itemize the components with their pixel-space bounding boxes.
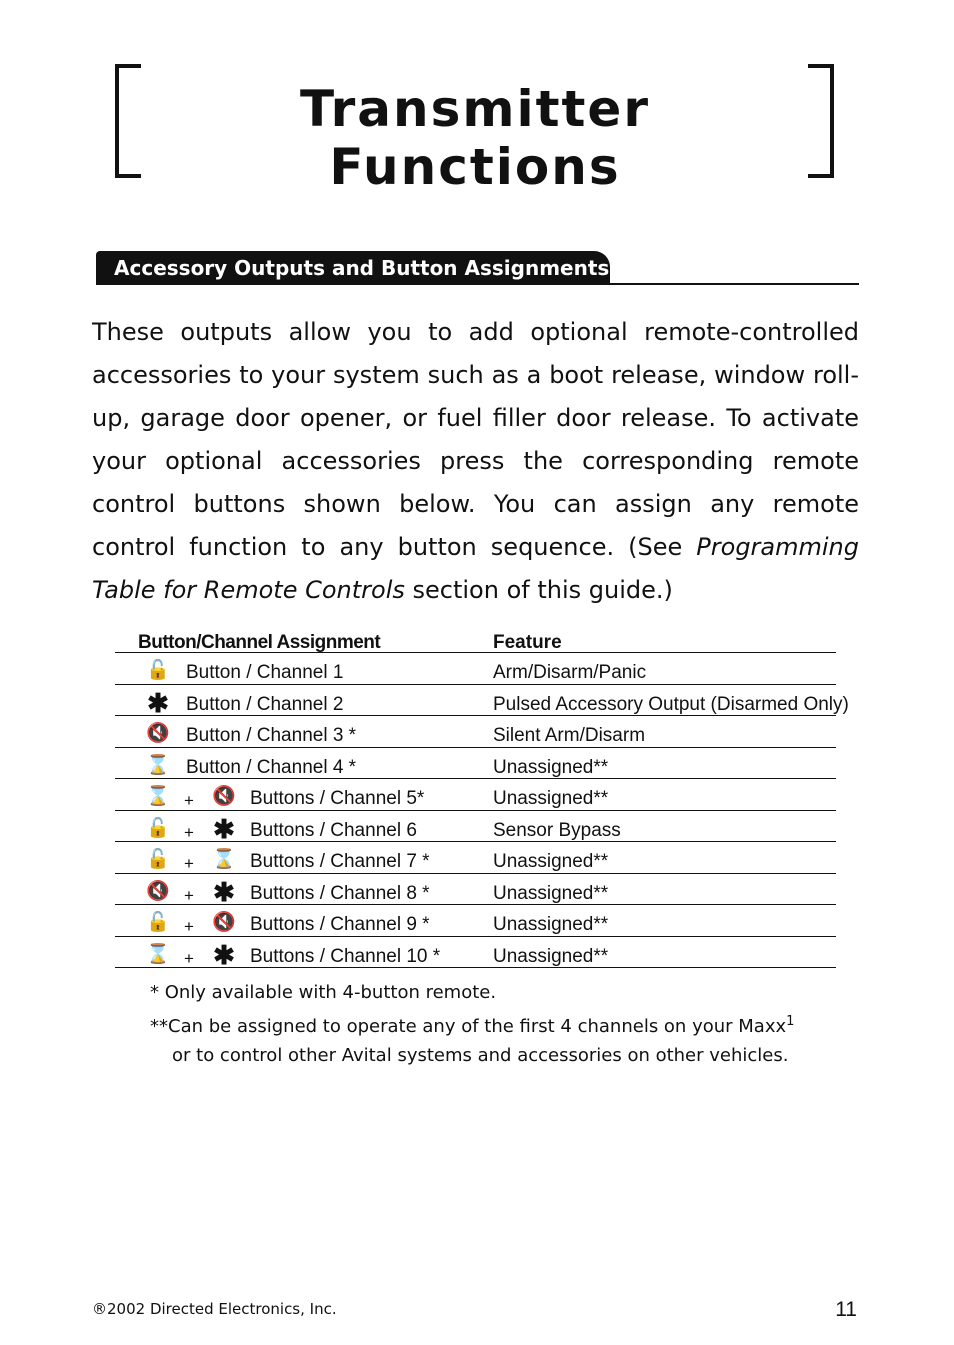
- lock-unlock-icon: 🔓: [146, 849, 170, 870]
- channel-label: Buttons / Channel 8 *: [250, 882, 430, 904]
- plus-sign: +: [184, 822, 194, 842]
- table-row: [115, 716, 836, 748]
- feature-value: Unassigned**: [493, 756, 609, 778]
- feature-value: Pulsed Accessory Output (Disarmed Only): [493, 693, 849, 715]
- table-row: [115, 748, 836, 780]
- asterisk-icon: ✱: [213, 939, 235, 970]
- header-feature: Feature: [493, 632, 562, 653]
- table-notes: [150, 978, 794, 1070]
- page-title: Transmitter Functions: [300, 80, 650, 196]
- note-assignable-text: **Can be assigned to operate any of the first 4 channels on your Maxx: [150, 1016, 787, 1037]
- plus-sign: +: [184, 917, 194, 936]
- channel-label: Button / Channel 2: [186, 693, 344, 715]
- left-bracket: [115, 64, 141, 178]
- table-row: [115, 653, 836, 685]
- feature-value: Sensor Bypass: [493, 819, 621, 841]
- intro-text-end: section of this guide.): [404, 576, 673, 604]
- silent-mute-icon: 🔇: [146, 880, 170, 902]
- lock-unlock-icon: 🔓: [146, 912, 170, 933]
- feature-value: Unassigned**: [493, 914, 609, 935]
- feature-value: Unassigned**: [493, 851, 609, 872]
- feature-value: Arm/Disarm/Panic: [493, 662, 647, 683]
- intro-reference: Programming Table for Remote Controls: [92, 533, 859, 604]
- channel-label: Buttons / Channel 7 *: [250, 851, 430, 872]
- intro-text-start: These outputs allow you to add optional remote-controlled accessories to your system such as a boot release, window roll-up, garage door opener, or fuel filler door release. To activate your optional accessories press the corresponding remote control buttons shown below. You can assign any remote control function to any button sequence. (See: [92, 318, 859, 561]
- feature-value: Unassigned**: [493, 945, 609, 967]
- silent-mute-icon: 🔇: [212, 786, 236, 807]
- note-four-button: * Only available with 4-button remote.: [150, 982, 497, 1003]
- channel-label: Button / Channel 4 *: [186, 756, 357, 778]
- silent-mute-icon: 🔇: [212, 912, 236, 933]
- hourglass-icon: ⌛: [146, 786, 170, 807]
- table-row: [115, 779, 836, 811]
- button-assignment-table: [115, 630, 849, 970]
- channel-label: Buttons / Channel 9 *: [250, 914, 430, 935]
- feature-value: Unassigned**: [493, 882, 609, 904]
- table-row: [115, 874, 836, 906]
- right-bracket: [808, 64, 834, 178]
- asterisk-icon: ✱: [213, 876, 235, 907]
- table-header: [115, 630, 836, 653]
- channel-label: Buttons / Channel 5*: [250, 788, 425, 809]
- asterisk-icon: ✱: [213, 813, 235, 844]
- plus-sign: +: [184, 854, 194, 873]
- intro-paragraph: [92, 311, 859, 612]
- hourglass-icon: ⌛: [212, 849, 236, 870]
- plus-sign: +: [184, 791, 194, 810]
- lock-unlock-icon: 🔓: [146, 817, 170, 839]
- channel-label: Buttons / Channel 6: [250, 819, 417, 841]
- copyright: ®2002 Directed Electronics, Inc.: [92, 1300, 337, 1318]
- hourglass-icon: ⌛: [146, 943, 170, 965]
- table-row: [115, 937, 836, 969]
- feature-value: Silent Arm/Disarm: [493, 725, 646, 746]
- silent-mute-icon: 🔇: [146, 723, 170, 744]
- table-row: [115, 811, 836, 843]
- channel-label: Buttons / Channel 10 *: [250, 945, 441, 967]
- header-assignment: Button/Channel Assignment: [138, 632, 381, 653]
- feature-value: Unassigned**: [493, 788, 609, 809]
- hourglass-icon: ⌛: [146, 754, 170, 776]
- note-superscript: 1: [786, 1014, 795, 1029]
- channel-label: Button / Channel 1: [186, 662, 344, 683]
- lock-unlock-icon: 🔓: [146, 660, 170, 681]
- asterisk-icon: ✱: [147, 687, 169, 718]
- channel-label: Button / Channel 3 *: [186, 725, 357, 746]
- table-row: [115, 842, 836, 874]
- page-number: 11: [835, 1298, 857, 1321]
- table-row: [115, 685, 849, 718]
- section-heading: Accessory Outputs and Button Assignments: [96, 251, 610, 285]
- note-other-systems: or to control other Avital systems and accessories on other vehicles.: [172, 1045, 789, 1066]
- note-assignable: [150, 1007, 794, 1041]
- table-row: [115, 905, 836, 937]
- plus-sign: +: [184, 948, 194, 968]
- plus-sign: +: [184, 885, 194, 905]
